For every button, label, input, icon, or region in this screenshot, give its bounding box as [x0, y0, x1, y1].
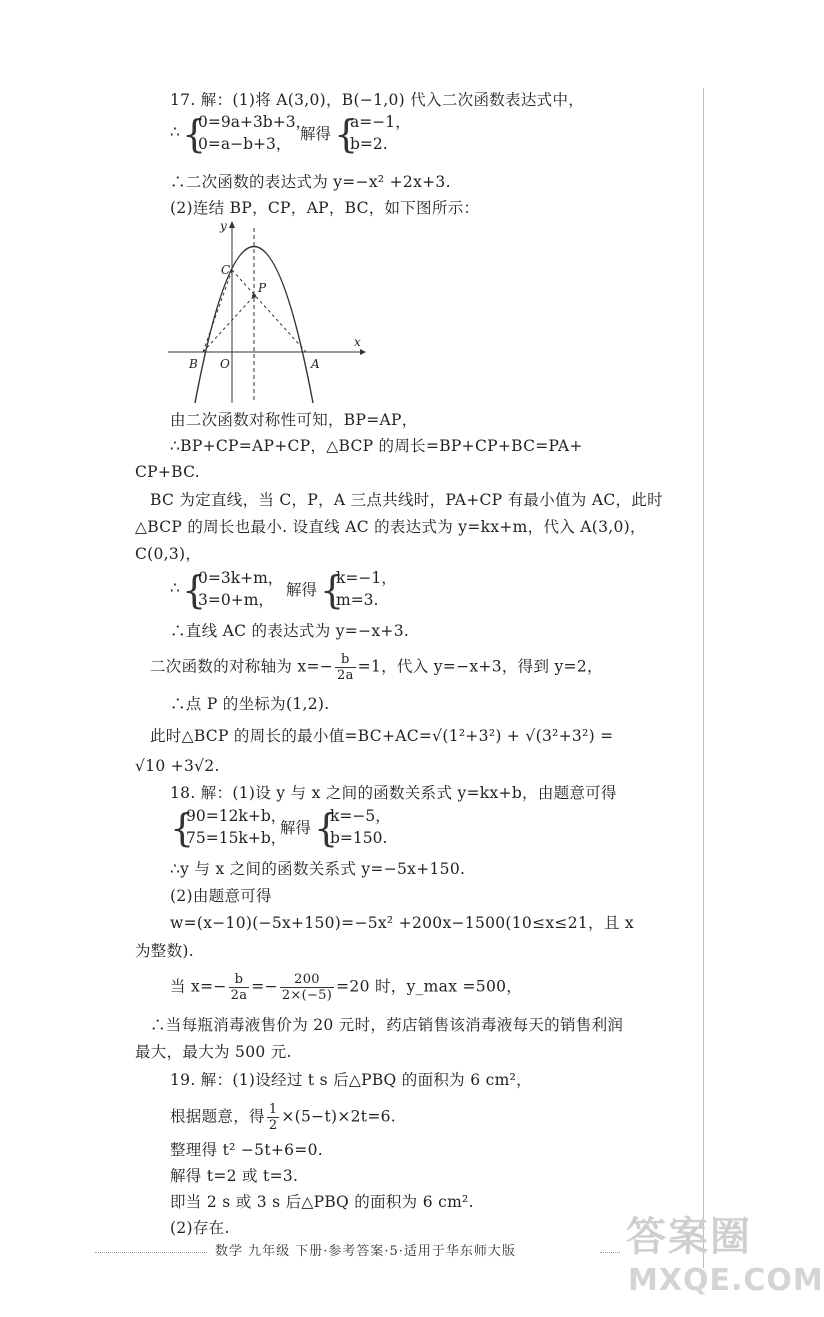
text-line: 解得 t=2 或 t=3.: [170, 1167, 299, 1185]
text-line: 为整数).: [135, 942, 194, 960]
text-line: BC 为定直线，当 C，P，A 三点共线时，PA+CP 有最小值为 AC，此时: [150, 491, 663, 509]
graph-label-x: x: [354, 335, 361, 349]
equation: 0=3k+m，: [198, 569, 284, 587]
fraction-numerator: 1: [268, 1102, 278, 1117]
solve-word: 解得: [286, 581, 318, 599]
q19-intro: 19. 解：(1)设经过 t s 后△PBQ 的面积为 6 cm²，: [170, 1071, 532, 1089]
text-fragment: =1，代入 y=−x+3，得到 y=2，: [357, 657, 603, 676]
text-line: 此时△BCP 的周长的最小值=BC+AC=√(1²+3²) + √(3²+3²) =: [150, 727, 614, 745]
fraction: [229, 972, 250, 1003]
parabola-graph: [165, 218, 370, 403]
footer-dots: [600, 1252, 620, 1253]
solve-word: 解得: [300, 125, 332, 143]
equation-line: [170, 1102, 396, 1133]
graph-label-p: P: [258, 281, 267, 295]
solution: a=−1，: [350, 113, 411, 131]
text-fragment: ×(5−t)×2t=6.: [281, 1107, 397, 1126]
text-line: C(0,3)，: [135, 545, 202, 563]
axis-of-symmetry-line: [150, 652, 603, 683]
text-line: (2)由题意可得: [170, 887, 272, 905]
text-fragment: 当 x=−: [170, 977, 227, 996]
solution: m=3.: [336, 591, 379, 609]
text-line: ∴点 P 的坐标为(1,2).: [170, 695, 330, 713]
solution: b=150.: [330, 829, 388, 847]
solution: k=−5，: [330, 807, 391, 825]
fraction: [280, 972, 334, 1003]
q18-intro: 18. 解：(1)设 y 与 x 之间的函数关系式 y=kx+b，由题意可得: [170, 784, 617, 802]
equation: 90=12k+b，: [186, 807, 287, 825]
text-line: (2)存在.: [170, 1219, 230, 1237]
graph-label-o: O: [220, 357, 230, 371]
q17-expression: ∴二次函数的表达式为 y=−x² +2x+3.: [170, 173, 451, 191]
text-line: △BCP 的周长也最小. 设直线 AC 的表达式为 y=kx+m，代入 A(3,0)，: [135, 518, 646, 536]
watermark-bottom: MXQE.COM: [628, 1263, 824, 1298]
graph-label-y: y: [220, 219, 227, 233]
text-line: 即当 2 s 或 3 s 后△PBQ 的面积为 6 cm².: [170, 1193, 474, 1211]
fraction-numerator: b: [229, 972, 250, 988]
fraction-numerator: 200: [280, 972, 334, 988]
text-line: 由二次函数对称性可知，BP=AP，: [170, 411, 418, 429]
text-line: ∴BP+CP=AP+CP，△BCP 的周长=BP+CP+BC=PA+: [170, 437, 583, 455]
text-line: 最大，最大为 500 元.: [135, 1043, 292, 1061]
equation: 3=0+m，: [198, 591, 274, 609]
text-line: CP+BC.: [135, 463, 200, 481]
brace: {: [182, 568, 207, 612]
fraction: [335, 652, 356, 683]
equation: 75=15k+b，: [186, 829, 287, 847]
max-value-line: [170, 972, 522, 1003]
text-line: √10 +3√2.: [135, 757, 220, 775]
solve-word: 解得: [280, 819, 312, 837]
text-line: w=(x−10)(−5x+150)=−5x² +200x−1500(10≤x≤21，且 x: [170, 914, 634, 932]
q17-intro: 17. 解：(1)将 A(3,0)，B(−1,0) 代入二次函数表达式中，: [170, 91, 585, 109]
graph-label-c: C: [221, 263, 231, 277]
text-line: ∴直线 AC 的表达式为 y=−x+3.: [170, 622, 410, 640]
solution: b=2.: [350, 135, 388, 153]
text-fragment: =20 时，y_max =500，: [336, 977, 523, 996]
footer-dots: [95, 1252, 207, 1253]
equation: 0=a−b+3，: [198, 135, 292, 153]
therefore-symbol: ∴: [170, 579, 180, 597]
fraction-numerator: b: [335, 652, 356, 668]
text-line: ∴当每瓶消毒液售价为 20 元时，药店销售该消毒液每天的销售利润: [150, 1016, 624, 1034]
q17-part2: (2)连结 BP，CP，AP，BC，如下图所示：: [170, 199, 480, 217]
brace: {: [182, 112, 207, 156]
text-fragment: 根据题意，得: [170, 1107, 265, 1126]
text-line: ∴y 与 x 之间的函数关系式 y=−5x+150.: [170, 860, 466, 878]
fraction-denominator: 2×(−5): [281, 988, 333, 1003]
margin-rule: [703, 88, 704, 1268]
solution: k=−1，: [336, 569, 397, 587]
text-fragment: =−: [251, 977, 278, 996]
fraction: [267, 1102, 280, 1133]
therefore-symbol: ∴: [170, 123, 180, 141]
text-line: 整理得 t² −5t+6=0.: [170, 1141, 323, 1159]
fraction-denominator: 2a: [230, 988, 248, 1003]
brace: {: [170, 806, 195, 850]
brace: {: [334, 112, 359, 156]
equation: 0=9a+3b+3，: [198, 113, 312, 131]
footer-text: 数学 九年级 下册·参考答案·5·适用于华东师大版: [215, 1244, 516, 1259]
fraction-denominator: 2: [268, 1118, 278, 1133]
graph-label-b: B: [189, 357, 198, 371]
watermark-top: 答案圈: [626, 1214, 752, 1260]
fraction-denominator: 2a: [337, 668, 354, 683]
graph-label-a: A: [311, 357, 320, 371]
brace: {: [314, 806, 339, 850]
text-fragment: 二次函数的对称轴为 x=−: [150, 657, 334, 676]
watermark: [620, 1205, 824, 1305]
brace: {: [320, 568, 345, 612]
